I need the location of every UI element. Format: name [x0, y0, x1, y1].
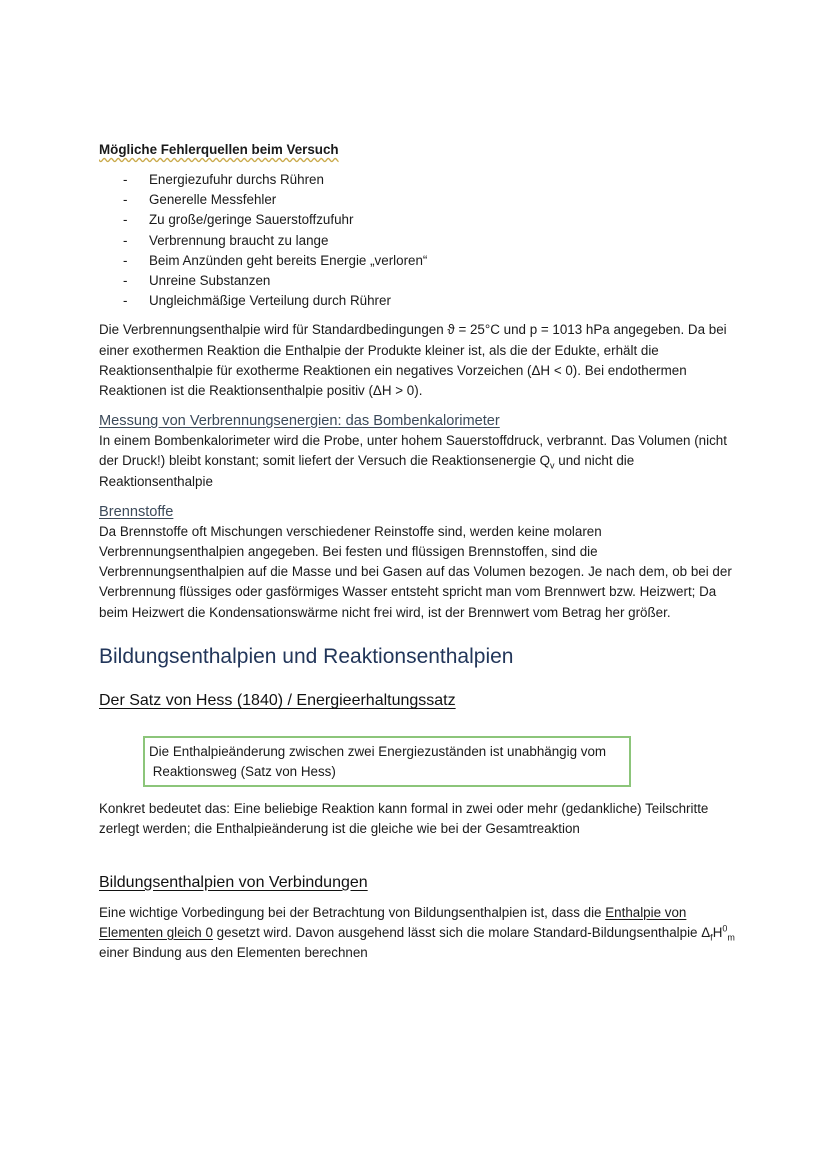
symbol-h: H — [712, 924, 723, 940]
list-item: - Ungleichmäßige Verteilung durch Rührer — [99, 291, 735, 311]
hess-box-line-2-text: Reaktionsweg (Satz von Hess) — [152, 764, 336, 780]
formation-text-after: einer Bindung aus den Elementen berechnen — [99, 945, 368, 961]
bomb-calorimeter-paragraph — [99, 431, 735, 492]
main-heading: Bildungsenthalpien und Reaktionsenthalpien — [99, 644, 514, 668]
bomb-subscript: v — [550, 461, 555, 472]
fuels-paragraph: Da Brennstoffe oft Mischungen verschiedener Reinstoffe sind, werden keine molaren Verbrennungsenthalpien angegeben. Bei festen und flüssigen Brennstoffen, sind die Verbrennungsenthalpien auf die Masse und bei Gasen auf das Volumen bezogen. Je nach dem, ob bei der Verbrennung flüssiges oder gasförmiges Wasser entsteht spricht man vom Brennwert bzw. Heizwert; Da beim Heizwert die Kondensationswärme nicht frei wird, ist der Brennwert vom Betrag her größer. — [99, 523, 732, 620]
list-item: - Verbrennung braucht zu lange — [99, 231, 735, 251]
symbol-sub-f: f — [710, 932, 713, 943]
errors-heading: Mögliche Fehlerquellen beim Versuch — [99, 142, 339, 157]
formation-text-middle: gesetzt wird. Davon ausgehend lässt sich die molare Standard-Bildungsenthalpie — [212, 924, 702, 940]
hess-paragraph: Konkret bedeutet das: Eine beliebige Reaktion kann formal in zwei oder mehr (gedankliche) Teilschritte zerlegt werden; die Enthalpieänderung ist die gleiche wie bei der Gesamtreaktion — [99, 801, 709, 837]
list-item: - Energiezufuhr durchs Rühren — [99, 170, 735, 190]
symbol-sup-0: 0 — [722, 923, 728, 934]
hess-box-line-2 — [149, 762, 621, 782]
fuels-heading: Brennstoffe — [99, 503, 174, 520]
symbol-sub-m: m — [727, 932, 735, 943]
bomb-text-after: und nicht die Reaktionsenthalpie — [99, 453, 635, 489]
symbol-delta: Δ — [701, 924, 711, 940]
hess-law-box — [143, 736, 631, 787]
document-page — [99, 140, 735, 963]
hess-box-line-1: Die Enthalpieänderung zwischen zwei Energiezuständen ist unabhängig vom — [149, 743, 607, 759]
list-item: - Generelle Messfehler — [99, 190, 735, 210]
formation-heading: Bildungsenthalpien von Verbindungen — [99, 873, 368, 891]
formation-underlined-text: Enthalpie von Elementen gleich 0 — [99, 904, 687, 940]
formation-text-before: Eine wichtige Vorbedingung bei der Betrachtung von Bildungsenthalpien ist, dass die — [99, 904, 606, 920]
formation-paragraph — [99, 903, 735, 964]
bomb-calorimeter-heading: Messung von Verbrennungsenergien: das Bombenkalorimeter — [99, 413, 500, 430]
hess-heading: Der Satz von Hess (1840) / Energieerhaltungssatz — [99, 691, 456, 709]
standard-conditions-paragraph: Die Verbrennungsenthalpie wird für Standardbedingungen ϑ = 25°C und p = 1013 hPa angegeben. Da bei einer exothermen Reaktion die Enthalpie der Produkte kleiner ist, als die der Edukte, erhält die Reaktionsenthalpie für exotherme Reaktionen ein negatives Vorzeichen (ΔH < 0). Bei endothermen Reaktionen ist die Reaktionsenthalpie positiv (ΔH > 0). — [99, 322, 727, 399]
formation-enthalpy-symbol — [701, 923, 735, 943]
bomb-text-before: In einem Bombenkalorimeter wird die Probe, unter hohem Sauerstoffdruck, verbrannt. Das Volumen (nicht der Druck!) bleibt konstant; somit liefert der Versuch die Reaktionsenergie Q — [99, 433, 727, 469]
errors-list — [99, 170, 735, 311]
list-item: - Unreine Substanzen — [99, 271, 735, 291]
list-item: - Beim Anzünden geht bereits Energie „verloren“ — [99, 251, 735, 271]
list-item: - Zu große/geringe Sauerstoffzufuhr — [99, 210, 735, 230]
